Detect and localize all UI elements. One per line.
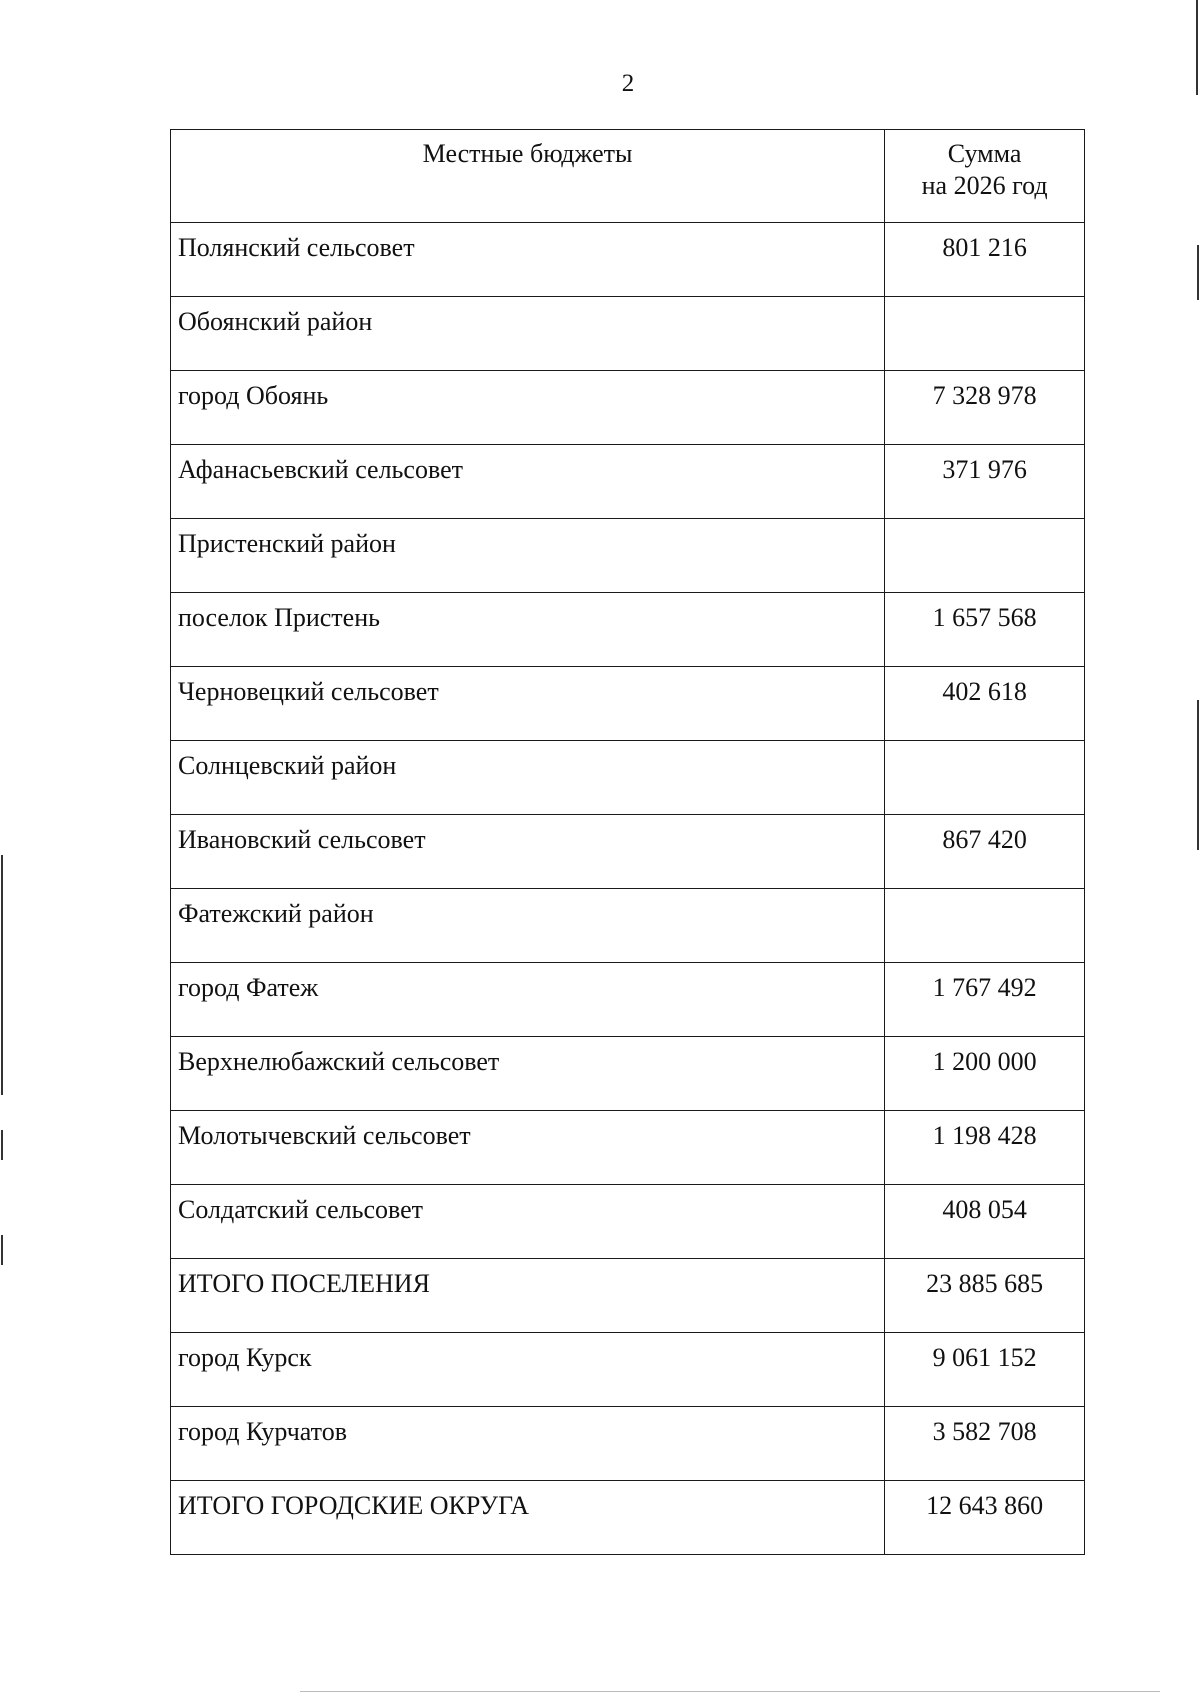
table-row xyxy=(171,1185,1085,1259)
row-value: 402 618 xyxy=(885,667,1085,741)
row-name: Пристенский район xyxy=(171,519,885,593)
table-row xyxy=(171,815,1085,889)
table-row xyxy=(171,667,1085,741)
row-value: 12 643 860 xyxy=(885,1481,1085,1555)
row-value: 1 767 492 xyxy=(885,963,1085,1037)
header-local-budgets: Местные бюджеты xyxy=(171,130,885,223)
row-name: Афанасьевский сельсовет xyxy=(171,445,885,519)
table-row xyxy=(171,963,1085,1037)
header-sum xyxy=(885,130,1085,223)
row-name: Молотычевский сельсовет xyxy=(171,1111,885,1185)
row-value: 371 976 xyxy=(885,445,1085,519)
row-value: 1 200 000 xyxy=(885,1037,1085,1111)
row-name: Верхнелюбажский сельсовет xyxy=(171,1037,885,1111)
table-row xyxy=(171,889,1085,963)
scan-edge-mark xyxy=(1197,700,1199,850)
row-name: ИТОГО ПОСЕЛЕНИЯ xyxy=(171,1259,885,1333)
row-value: 3 582 708 xyxy=(885,1407,1085,1481)
row-name: город Обоянь xyxy=(171,371,885,445)
table-row xyxy=(171,371,1085,445)
row-value: 1 198 428 xyxy=(885,1111,1085,1185)
scan-edge-mark xyxy=(1196,0,1198,95)
row-name: город Курчатов xyxy=(171,1407,885,1481)
row-name: Полянский сельсовет xyxy=(171,223,885,297)
page-number: 2 xyxy=(621,70,635,97)
table-row xyxy=(171,297,1085,371)
row-value: 801 216 xyxy=(885,223,1085,297)
row-name: ИТОГО ГОРОДСКИЕ ОКРУГА xyxy=(171,1481,885,1555)
row-name: поселок Пристень xyxy=(171,593,885,667)
row-value xyxy=(885,889,1085,963)
table-row xyxy=(171,445,1085,519)
row-value: 867 420 xyxy=(885,815,1085,889)
header-sum-line1: Сумма xyxy=(947,139,1022,168)
row-name: Солдатский сельсовет xyxy=(171,1185,885,1259)
scan-edge-mark xyxy=(1,855,3,1095)
table-row xyxy=(171,1407,1085,1481)
row-value: 7 328 978 xyxy=(885,371,1085,445)
row-name: Ивановский сельсовет xyxy=(171,815,885,889)
row-name: Черновецкий сельсовет xyxy=(171,667,885,741)
scan-edge-mark xyxy=(1,1130,3,1160)
table-row xyxy=(171,593,1085,667)
budget-table xyxy=(170,129,1085,1555)
table-row xyxy=(171,1481,1085,1555)
row-value: 408 054 xyxy=(885,1185,1085,1259)
table-row xyxy=(171,1333,1085,1407)
table-row xyxy=(171,519,1085,593)
table-row xyxy=(171,741,1085,815)
table-row xyxy=(171,223,1085,297)
scan-edge-mark xyxy=(1197,245,1199,300)
header-sum-line2: на 2026 год xyxy=(921,171,1048,200)
row-name: город Фатеж xyxy=(171,963,885,1037)
table-row xyxy=(171,1111,1085,1185)
table-row xyxy=(171,1037,1085,1111)
row-name: Фатежский район xyxy=(171,889,885,963)
row-value xyxy=(885,741,1085,815)
row-value: 9 061 152 xyxy=(885,1333,1085,1407)
scan-edge-mark xyxy=(1,1235,3,1265)
row-name: город Курск xyxy=(171,1333,885,1407)
table-header-row xyxy=(171,130,1085,223)
row-name: Солнцевский район xyxy=(171,741,885,815)
row-value xyxy=(885,297,1085,371)
row-value xyxy=(885,519,1085,593)
scan-bottom-edge xyxy=(300,1691,1160,1692)
row-value: 1 657 568 xyxy=(885,593,1085,667)
row-value: 23 885 685 xyxy=(885,1259,1085,1333)
table-row xyxy=(171,1259,1085,1333)
row-name: Обоянский район xyxy=(171,297,885,371)
